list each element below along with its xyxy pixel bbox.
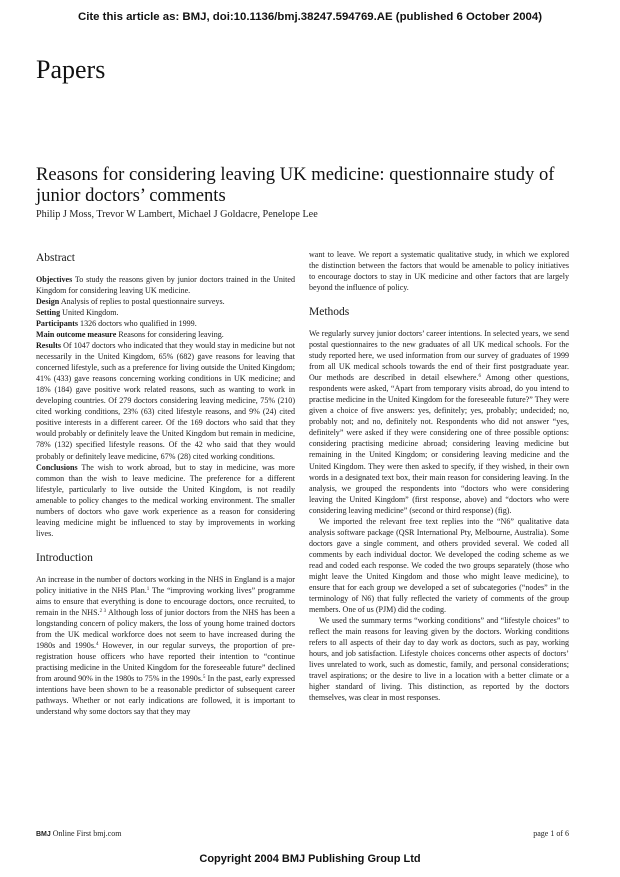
abstract-objectives: Objectives To study the reasons given by junior doctors trained in the United Kingdom for considering leaving UK medicine. bbox=[36, 275, 295, 296]
citation-banner: Cite this article as: BMJ, doi:10.1136/bmj.38247.594769.AE (published 6 October 2004) bbox=[77, 11, 543, 23]
abstract-setting: Setting United Kingdom. bbox=[36, 308, 119, 318]
methods-paragraph-2: We imported the relevant free text replies into the “N6” qualitative data analysis software package (QSR International Pty, Melbourne, Australia). Some doctors gave a single comment, and others provided several. We coded all comments by each individual doctor. We developed the coding scheme as we read and coded each response. We coded the two groups separately (those who might leave the United Kingdom and those who might leave medicine), to ensure that for each group we developed a set of subcategories (“nodes” in the terminology of N6) that fully reflected the variety of comments of the group members. One of us (PJM) did the coding. bbox=[309, 516, 569, 614]
methods-heading: Methods bbox=[309, 306, 350, 319]
introduction-continued: want to leave. We report a systematic qualitative study, in which we explored the distinction between the factors that would be amenable to policy initiatives to encourage doctors to stay in UK medicine and other factors that are largely beyond the influence of policy. bbox=[309, 250, 569, 293]
abstract-outcome-measure: Main outcome measure Reasons for considering leaving. bbox=[36, 330, 224, 340]
article-title: Reasons for considering leaving UK medicine: questionnaire study of junior doctors’ comments bbox=[36, 164, 555, 206]
introduction-paragraph: An increase in the number of doctors working in the NHS in England is a major policy initiative in the NHS Plan.$^1$ The “improving working lives” programme aims to ensure that everything is done to encourage doctors, once recruited, to remain in the NHS.$^{2 3}$ Although loss of junior doctors from the NHS has been a longstanding concern of policy makers, the loss of young home trained doctors from the UK medical workforce does not seem to have increased during the 1980s and 1990s.$^4$ However, in our regular surveys, the proportion of pre-registration house officers who have reported their intention to “continue practising medicine in the United Kingdom for the foreseeable future” declined from around 90% in the 1980s to 75% in the 1990s.$^5$ In the past, early expressed intentions have been shown to be a reasonable predictor of subsequent career pathways. Whether or not early indications are followed, it is important to understand why some doctors say that they may bbox=[36, 574, 296, 717]
abstract-heading: Abstract bbox=[36, 252, 75, 264]
abstract-conclusions: Conclusions The wish to work abroad, but to stay in medicine, was more common than the wish to leave medicine. The preference for a different lifestyle, particularly to live outside the United Kingdom, is not readily amenable to policy changes to the medical working environment. The smaller numbers of doctors who gave work experience as a reason for considering leaving medicine might be influenced to stay by improvements in working lives. bbox=[36, 462, 295, 538]
abstract-results: Results Of 1047 doctors who indicated that they would stay in medicine but not necessarily in the United Kingdom, 65% (682) gave reasons for leaving that concerned lifestyle, such as a preference for living outside the United Kingdom; 41% (433) gave reasons concerning working conditions in UK medicine; and 18% (184) gave positive work related reasons, such as wanting to work in developing countries. Of 279 doctors considering leaving medicine, 75% (210) cited working conditions, 23% (63) cited lifestyle reasons, and 9% (24) cited positive interests in a different career. Of the 169 doctors who said that they would probably or definitely leave the United Kingdom but remain in medicine, 78% (132) specified lifestyle reasons. Of the 42 who said that they would probably or definitely leave medicine, 67% (28) cited working conditions. bbox=[36, 341, 295, 461]
copyright-notice: Copyright 2004 BMJ Publishing Group Ltd bbox=[199, 853, 421, 865]
section-label: Papers bbox=[36, 55, 106, 84]
page-number: page 1 of 6 bbox=[533, 829, 569, 838]
right-column bbox=[309, 249, 569, 703]
left-column bbox=[36, 252, 295, 717]
author-list: Philip J Moss, Trevor W Lambert, Michael J Goldacre, Penelope Lee bbox=[36, 209, 318, 220]
abstract-design: Design Analysis of replies to postal questionnaire surveys. bbox=[36, 297, 225, 307]
methods-paragraph-3: We used the summary terms “working conditions” and “lifestyle choices” to reflect the main reasons for leaving given by the doctors. Working conditions refers to all aspects of their day to day work as doctors, such as pay, working hours, and job satisfaction. Lifestyle choices concerns other aspects of doctors’ lives unrelated to work, such as domestic, family, and personal considerations; travel aspirations; or the desire to live in a location with a better climate or a higher standard of living. This distinction, as reported by the doctors themselves, was clear in most responses. bbox=[309, 615, 569, 703]
abstract-participants: Participants 1326 doctors who qualified in 1999. bbox=[36, 319, 197, 329]
footer-journal: BMJ Online First bmj.com bbox=[36, 829, 122, 838]
introduction-heading: Introduction bbox=[36, 551, 93, 564]
methods-paragraph-1: We regularly survey junior doctors’ career intentions. In selected years, we send postal questionnaires to the new graduates of all UK medical schools. For the study reported here, we used information from our survey of graduates of 1999 from all UK medical schools towards the end of their first postgraduate year. Our methods are described in detail elsewhere.$^6$ Among other questions, respondents were asked, “Apart from temporary visits abroad, do you intend to practise medicine in the United Kingdom for the foreseeable future?” They were given a choice of five answers: yes, definitely; yes, probably; undecided; no, probably not; and no, definitely not. Respondents who did not answer “yes, definitely” were asked if they were considering one of three possible options: considering practising medicine abroad; considering leaving medicine but remaining in the United Kingdom; or considering leaving medicine and the United Kingdom. They were then asked to specify, if they wished, in their own words in a designated text box, their main reason for considering leaving. In the analysis, we grouped the respondents into “doctors who were considering leaving the United Kingdom” (first response, above) and “doctors who were considering leaving medicine” (second or third response) (fig). bbox=[309, 329, 569, 515]
abstract-body bbox=[36, 274, 295, 539]
